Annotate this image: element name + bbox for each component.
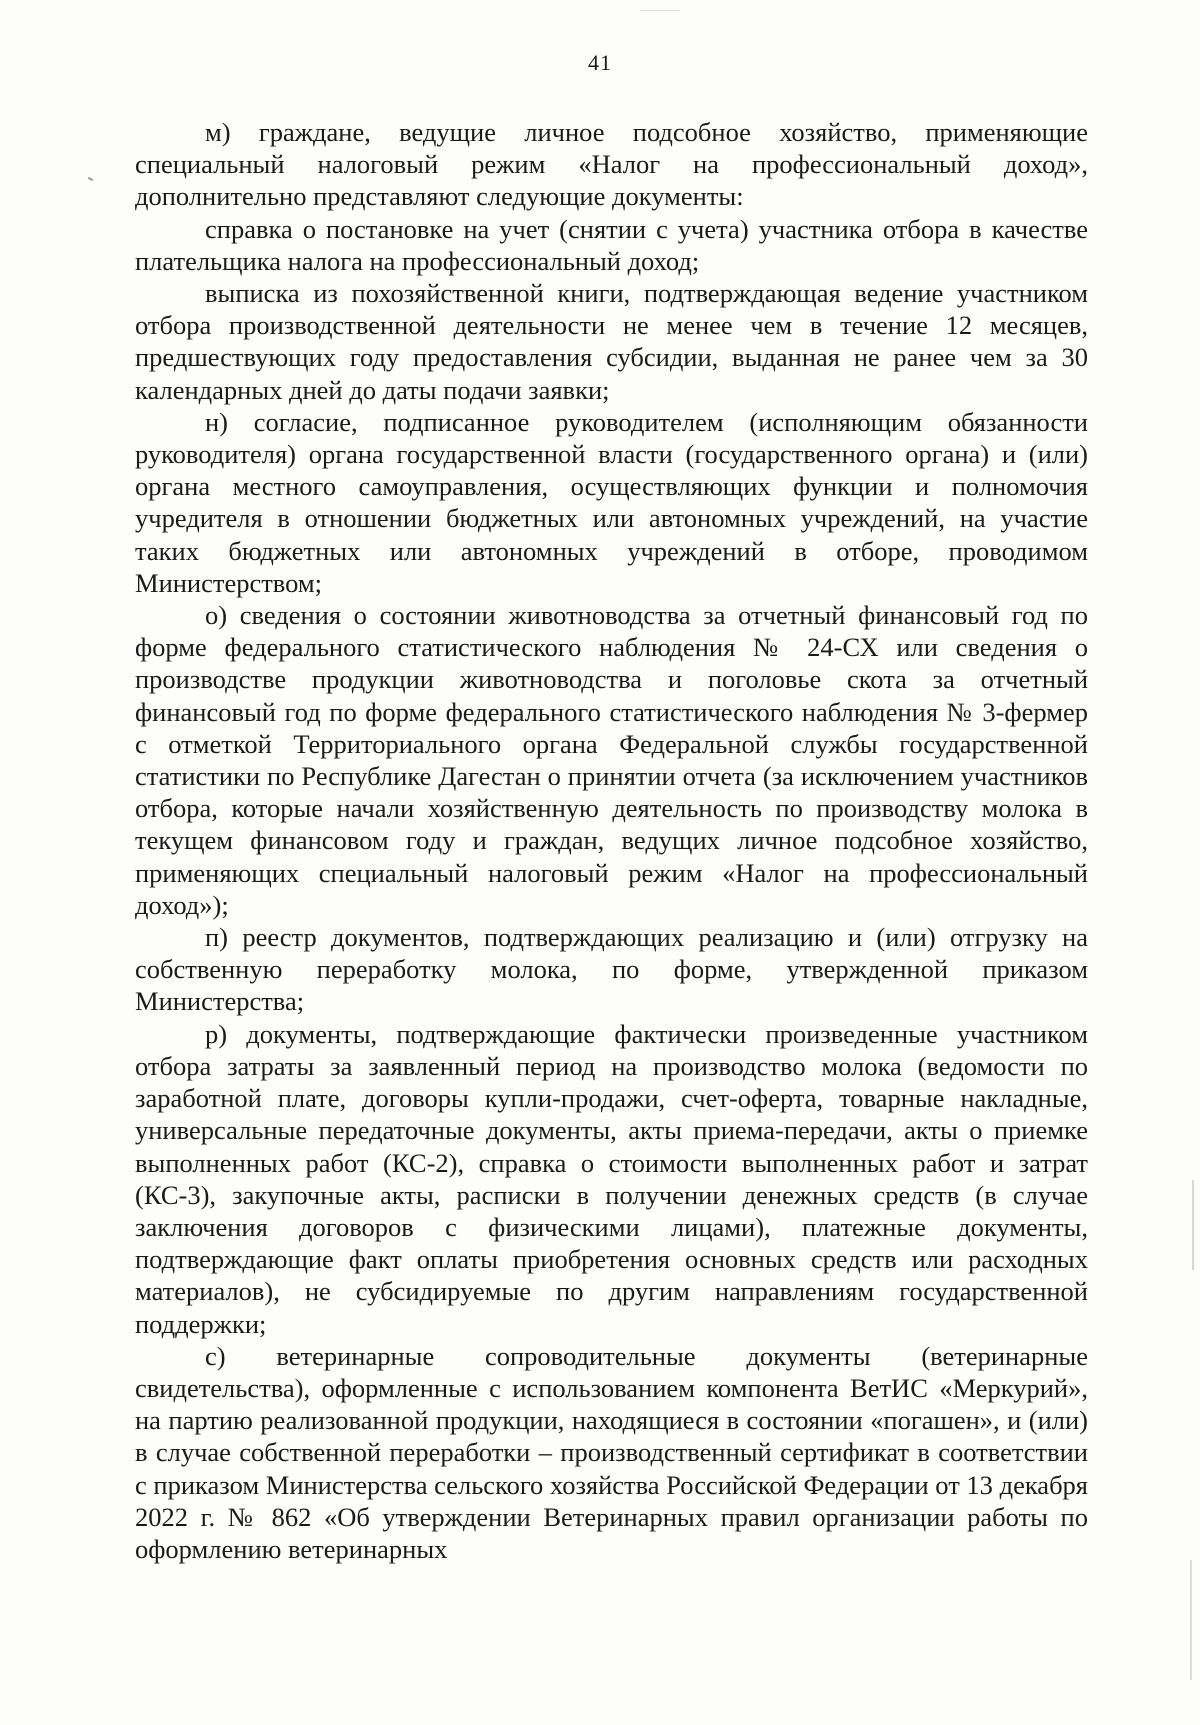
scan-artifact <box>1190 1560 1192 1680</box>
page-number: 41 <box>588 50 612 75</box>
paragraph-n: н) согласие, подписанное руководителем (исполняющим обязанности руководителя) органа государственной власти (государственного органа) и (или) органа местного самоуправления, осуществляющих функции и полномочия учредителя в отношении бюджетных или автономных учреждений, на участие таких бюджетных или автономных учреждений в отборе, проводимом Министерством; <box>135 406 1088 598</box>
scan-artifact <box>1192 1180 1194 1270</box>
scan-artifact <box>640 10 680 11</box>
paragraph-o: о) сведения о состоянии животноводства за отчетный финансовый год по форме федерального статистического наблюдения № 24-СХ или сведения о производстве продукции животноводства и поголовье скота за отчетный финансовый год по форме федерального статистического наблюдения № 3-фермер с отметкой Территориального органа Федеральной службы государственной статистики по Республике Дагестан о принятии отчета (за исключением участников отбора, которые начали хозяйственную деятельность по производству молока в текущем финансовом году и граждан, ведущих личное подсобное хозяйство, применяющих специальный налоговый режим «Налог на профессиональный доход»); <box>135 600 1088 920</box>
scan-artifact <box>88 177 93 181</box>
paragraph-s: с) ветеринарные сопроводительные документы (ветеринарные свидетельства), оформленные с использованием компонента ВетИС «Меркурий», на партию реализованной продукции, находящиеся в состоянии «погашен», и (или) в случае собственной переработки – производственный сертификат в соответствии с приказом Министерства сельского хозяйства Российской Федерации от 13 декабря 2022 г. № 862 «Об утверждении Ветеринарных правил организации работы по оформлению ветеринарных <box>135 1340 1088 1564</box>
paragraph-m: м) граждане, ведущие личное подсобное хозяйство, применяющие специальный налоговый режим «Налог на профессиональный доход», дополнительно представляют следующие документы: <box>135 117 1088 212</box>
paragraph-certificate: справка о постановке на учет (снятии с учета) участника отбора в качестве плательщика налога на профессиональный доход; <box>135 213 1088 276</box>
document-body <box>135 116 1088 1565</box>
paragraph-p: п) реестр документов, подтверждающих реализацию и (или) отгрузку на собственную переработку молока, по форме, утвержденной приказом Министерства; <box>135 922 1088 1017</box>
paragraph-r: р) документы, подтверждающие фактически произведенные участником отбора затраты за заявленный период на производство молока (ведомости по заработной плате, договоры купли-продажи, счет-оферта, товарные накладные, универсальные передаточные документы, акты приема-передачи, акты о приемке выполненных работ (КС-2), справка о стоимости выполненных работ и затрат (КС-3), закупочные акты, расписки в получении денежных средств (в случае заключения договоров с физическими лицами), платежные документы, подтверждающие факт оплаты приобретения основных средств или расходных материалов), не субсидируемые по другим направлениям государственной поддержки; <box>135 1018 1088 1339</box>
paragraph-extract: выписка из похозяйственной книги, подтверждающая ведение участником отбора производственной деятельности не менее чем в течение 12 месяцев, предшествующих году предоставления субсидии, выданная не ранее чем за 30 календарных дней до даты подачи заявки; <box>135 278 1088 405</box>
